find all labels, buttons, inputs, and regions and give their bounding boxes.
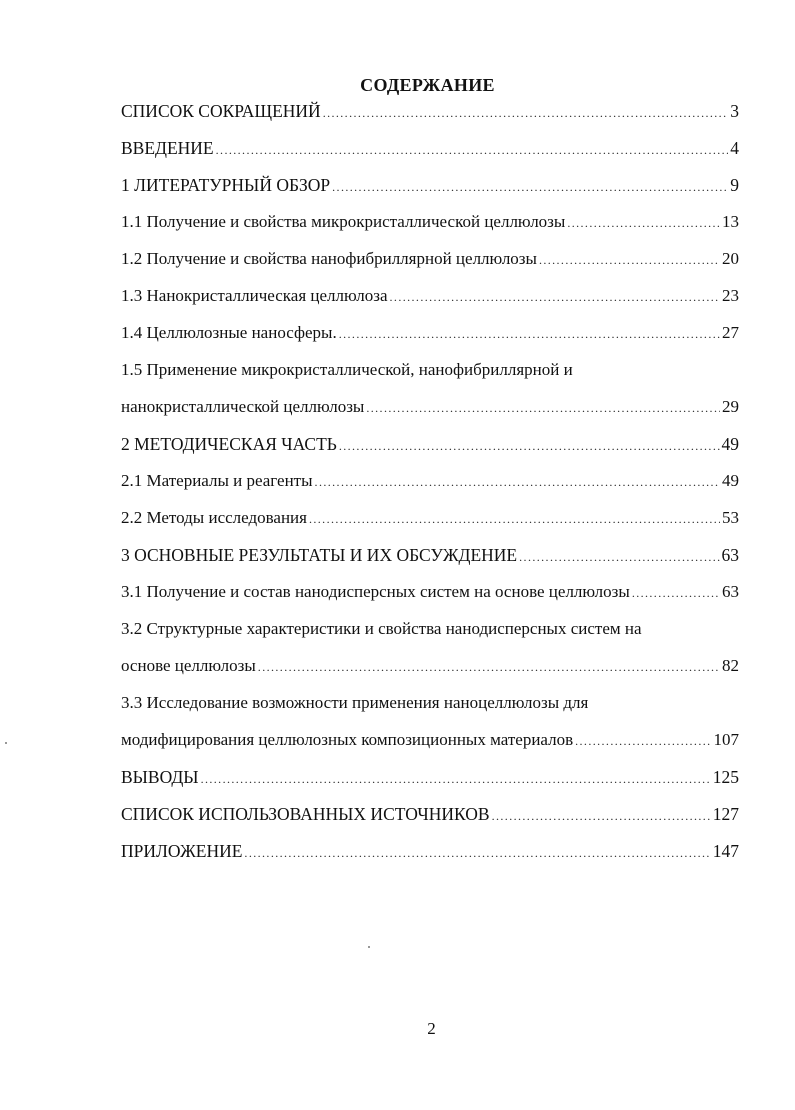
dot-leader — [366, 393, 720, 423]
toc-entry — [121, 614, 739, 681]
toc-entry-title-line1: 1.5 Применение микрокристаллической, нанофибриллярной и — [121, 360, 573, 379]
dot-leader — [323, 98, 729, 128]
toc-entry-title: 2.1 Материалы и реагенты — [121, 471, 313, 490]
toc-entry-title: основе целлюлозы — [121, 656, 256, 675]
page-number: 2 — [427, 1019, 436, 1038]
toc-entry-page: 63 — [721, 545, 739, 565]
toc-entry-title: ВЫВОДЫ — [121, 767, 199, 787]
toc-entry — [121, 133, 739, 163]
toc-entry-title: ПРИЛОЖЕНИЕ — [121, 841, 243, 861]
toc-entry — [121, 503, 739, 533]
toc-entry-page: 82 — [722, 656, 739, 675]
toc-entry-page: 9 — [730, 175, 739, 195]
toc-entry — [121, 318, 739, 348]
toc-entry-page: 107 — [713, 730, 739, 749]
dot-leader — [216, 135, 729, 165]
dot-leader — [390, 282, 720, 312]
toc-entry — [121, 688, 739, 755]
toc-entry-page: 49 — [722, 471, 739, 490]
toc-entry-title: нанокристаллической целлюлозы — [121, 397, 365, 416]
dot-leader — [575, 726, 711, 756]
toc-entry-page: 125 — [712, 767, 739, 787]
toc-entry-title: 2 МЕТОДИЧЕСКАЯ ЧАСТЬ — [121, 434, 337, 454]
toc-entry-page: 20 — [722, 249, 739, 268]
toc-entry-title: 2.2 Методы исследования — [121, 508, 307, 527]
toc-entry-title: 1.2 Получение и свойства нанофибриллярной целлюлозы — [121, 249, 537, 268]
dot-leader — [309, 504, 720, 534]
toc-entry — [121, 355, 739, 422]
toc-title: СОДЕРЖАНИЕ — [360, 75, 495, 95]
toc-entry-title: ВВЕДЕНИЕ — [121, 138, 214, 158]
scan-speck — [5, 742, 7, 744]
dot-leader — [244, 838, 710, 868]
toc-entry-page: 27 — [722, 323, 739, 342]
dot-leader — [315, 467, 720, 497]
toc-entry — [121, 170, 739, 200]
dot-leader — [201, 764, 711, 794]
dot-leader — [492, 801, 711, 831]
toc-entry-page: 29 — [722, 397, 739, 416]
toc-entry — [121, 577, 739, 607]
toc-entry — [121, 281, 739, 311]
toc-entry-page: 53 — [722, 508, 739, 527]
toc-entry — [121, 466, 739, 496]
scan-speck — [368, 946, 370, 948]
toc-entry — [121, 96, 739, 126]
dot-leader — [332, 172, 728, 202]
toc-entry-page: 49 — [721, 434, 739, 454]
toc-entry-title: СПИСОК ИСПОЛЬЗОВАННЫХ ИСТОЧНИКОВ — [121, 804, 490, 824]
toc-entry-title: 3.1 Получение и состав нанодисперсных систем на основе целлюлозы — [121, 582, 630, 601]
toc-entry-title: модифицирования целлюлозных композиционных материалов — [121, 730, 574, 749]
toc-entry-page: 147 — [712, 841, 739, 861]
toc-entry-title: СПИСОК СОКРАЩЕНИЙ — [121, 101, 321, 121]
toc-entry-page: 3 — [730, 101, 739, 121]
toc-entry-title: 1.1 Получение и свойства микрокристаллической целлюлозы — [121, 212, 566, 231]
toc-entry — [121, 244, 739, 274]
toc-entry — [121, 799, 739, 829]
toc-entry-page: 13 — [722, 212, 739, 231]
toc-entry-title: 3 ОСНОВНЫЕ РЕЗУЛЬТАТЫ И ИХ ОБСУЖДЕНИЕ — [121, 545, 518, 565]
dot-leader — [339, 431, 720, 461]
toc-entry — [121, 762, 739, 792]
toc-entry-page: 4 — [730, 138, 739, 158]
dot-leader — [632, 578, 720, 608]
toc-entry-title: 1.4 Целлюлозные наносферы. — [121, 323, 337, 342]
toc-entry — [121, 540, 739, 570]
dot-leader — [258, 652, 720, 682]
toc-entry-page: 127 — [712, 804, 739, 824]
toc-entry — [121, 836, 739, 866]
dot-leader — [539, 245, 720, 275]
dot-leader — [519, 542, 719, 572]
toc-entry — [121, 207, 739, 237]
toc-entry-title-line1: 3.3 Исследование возможности применения наноцеллюлозы для — [121, 693, 589, 712]
table-of-contents — [121, 96, 739, 866]
toc-entry — [121, 429, 739, 459]
dot-leader — [567, 208, 720, 238]
toc-entry-title-line1: 3.2 Структурные характеристики и свойства нанодисперсных систем на — [121, 619, 642, 638]
dot-leader — [339, 319, 720, 349]
toc-entry-page: 23 — [722, 286, 739, 305]
toc-entry-title: 1 ЛИТЕРАТУРНЫЙ ОБЗОР — [121, 175, 331, 195]
toc-entry-title: 1.3 Нанокристаллическая целлюлоза — [121, 286, 388, 305]
toc-entry-page: 63 — [722, 582, 739, 601]
